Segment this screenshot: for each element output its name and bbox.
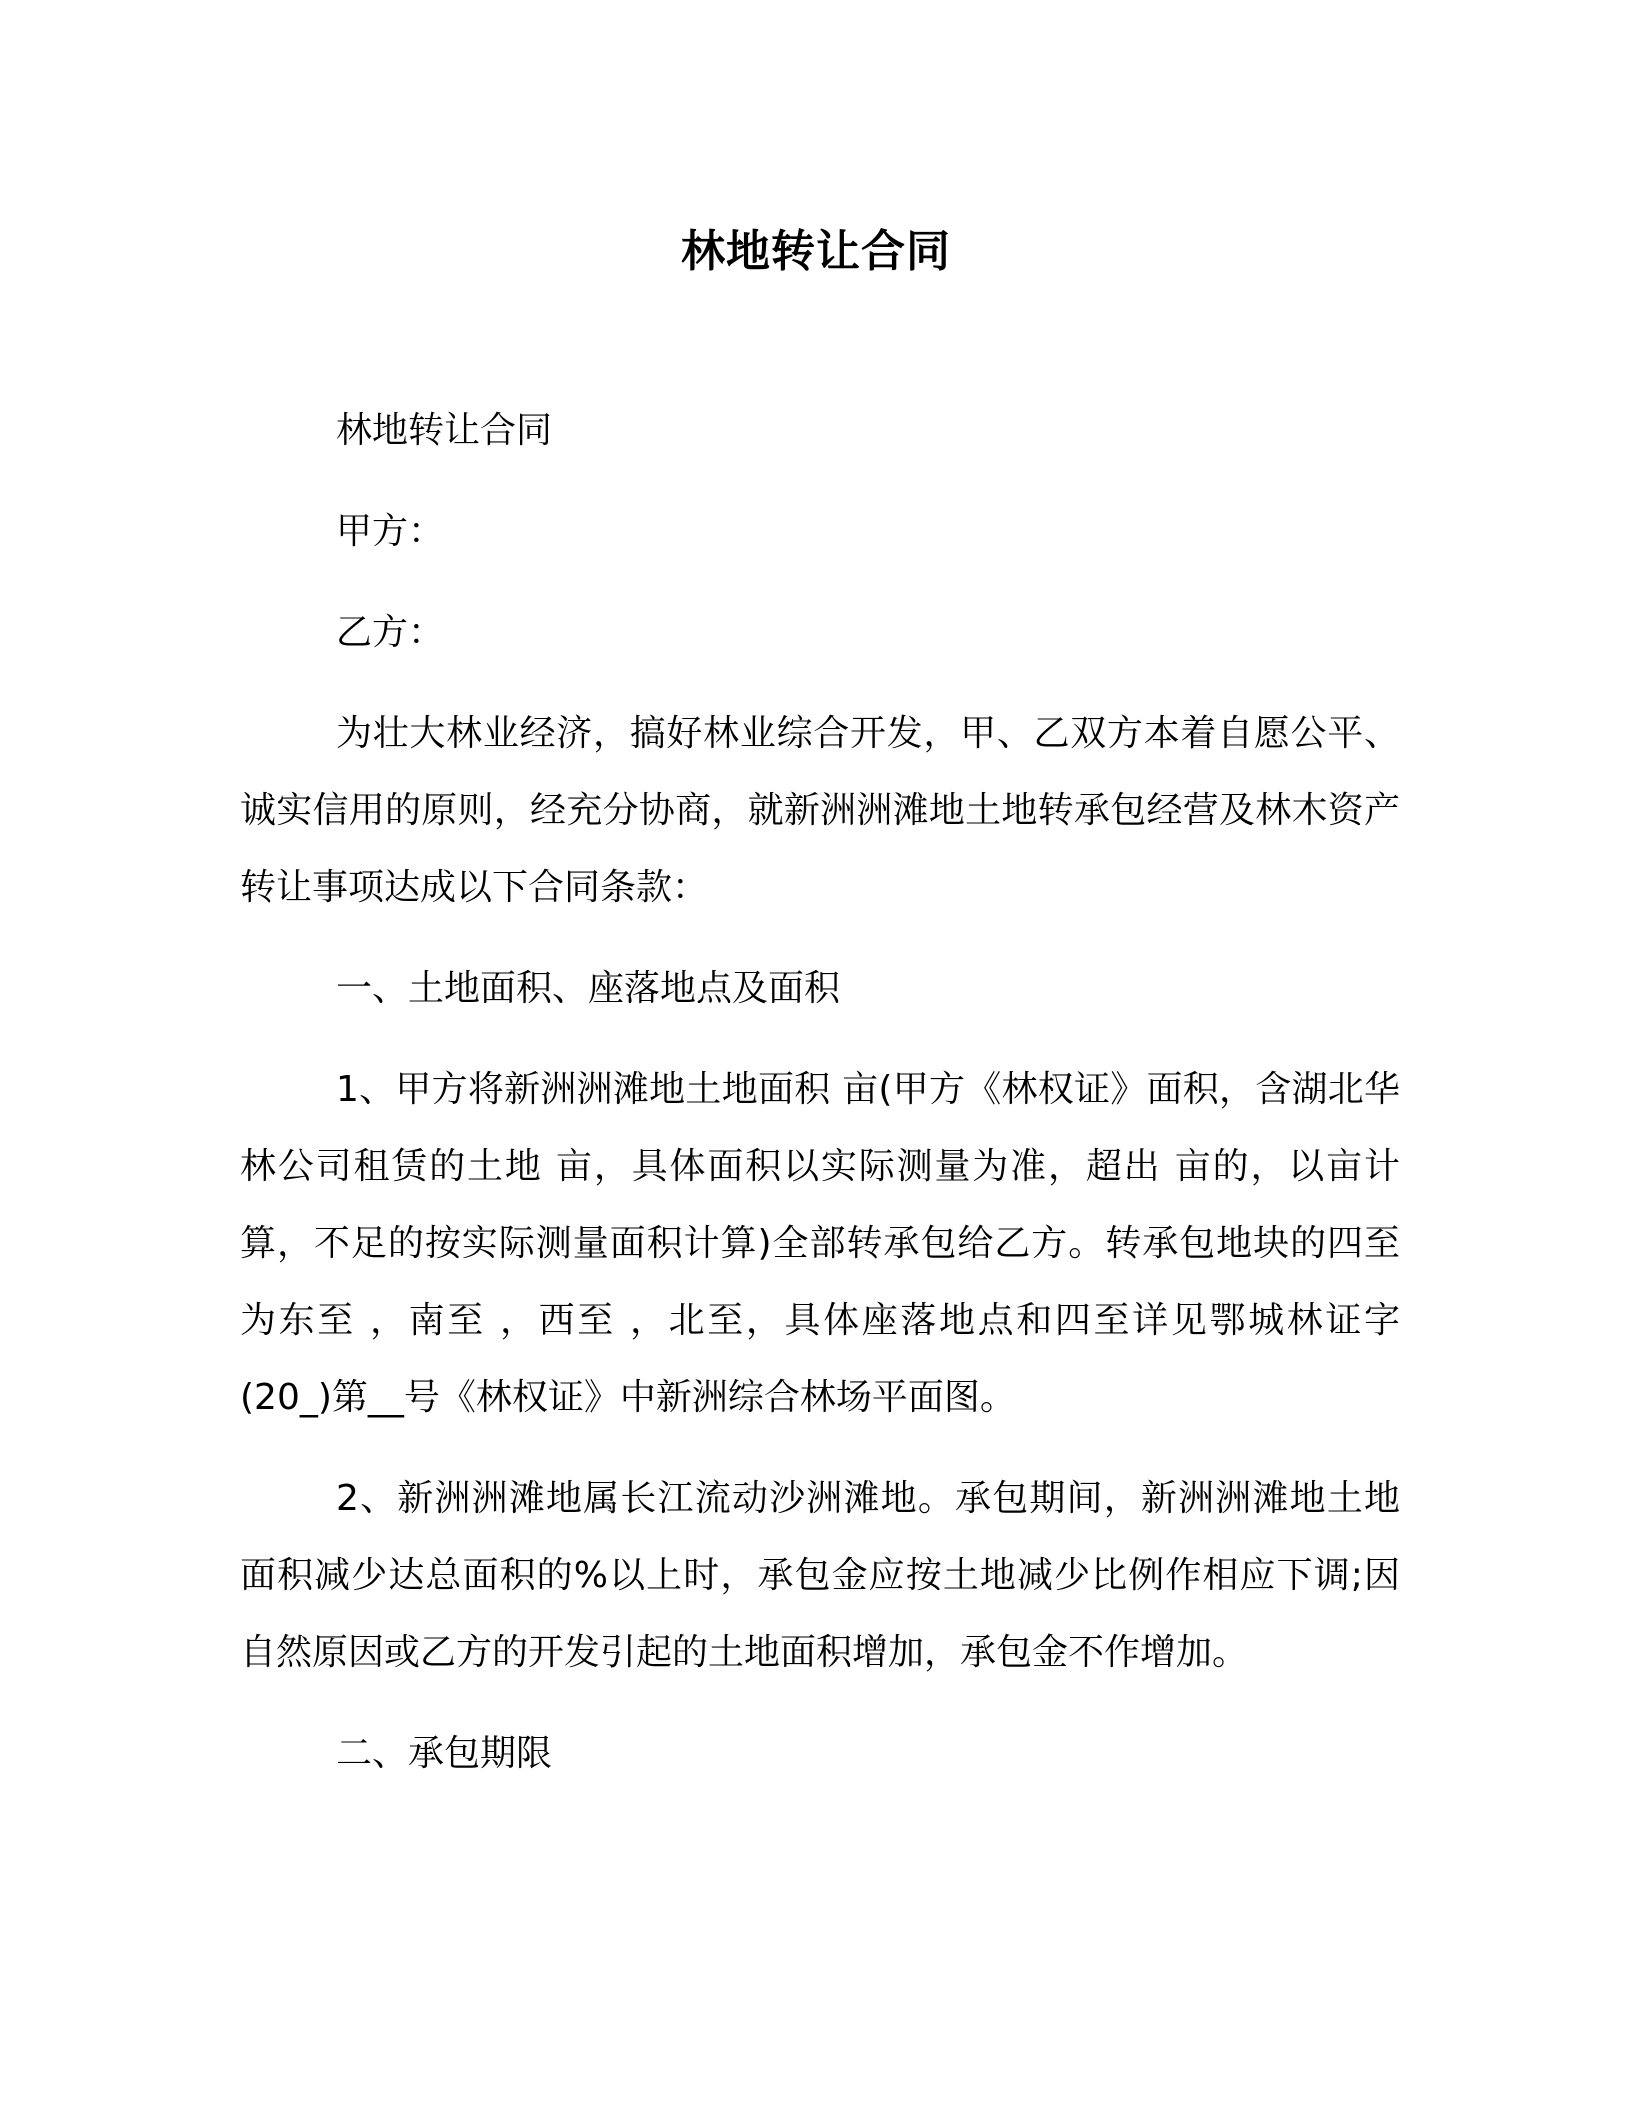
document-body <box>240 392 1400 1816</box>
section-heading-2: 二、承包期限 <box>336 1733 553 1774</box>
clause-1-1: 1、甲方将新洲洲滩地土地面积 亩(甲方《林权证》面积，含湖北华林公司租赁的土地 亩，具体面积以实际测量为准，超出 亩的，以亩计算，不足的按实际测量面积计算)全部转承包给乙方。转承包地块的四至为东至 ，南至 ，西至 ，北至，具体座落地点和四至详见鄂城林证字(20_)第__号《林权证》中新洲综合林场平面图。 <box>240 1069 1400 1418</box>
paragraph-preamble: 为壮大林业经济，搞好林业综合开发，甲、乙双方本着自愿公平、诚实信用的原则，经充分协商，就新洲洲滩地土地转承包经营及林木资产转让事项达成以下合同条款： <box>240 713 1400 908</box>
document-title: 林地转让合同 <box>681 226 951 277</box>
paragraph-party-b: 乙方： <box>336 612 445 653</box>
clause-1-2: 2、新洲洲滩地属长江流动沙洲滩地。承包期间，新洲洲滩地土地面积减少达总面积的%以上时，承包金应按土地减少比例作相应下调;因自然原因或乙方的开发引起的土地面积增加，承包金不作增加。 <box>240 1478 1400 1673</box>
paragraph-subtitle: 林地转让合同 <box>336 410 553 451</box>
section-heading-1: 一、土地面积、座落地点及面积 <box>336 968 841 1009</box>
paragraph-party-a: 甲方： <box>336 511 445 552</box>
